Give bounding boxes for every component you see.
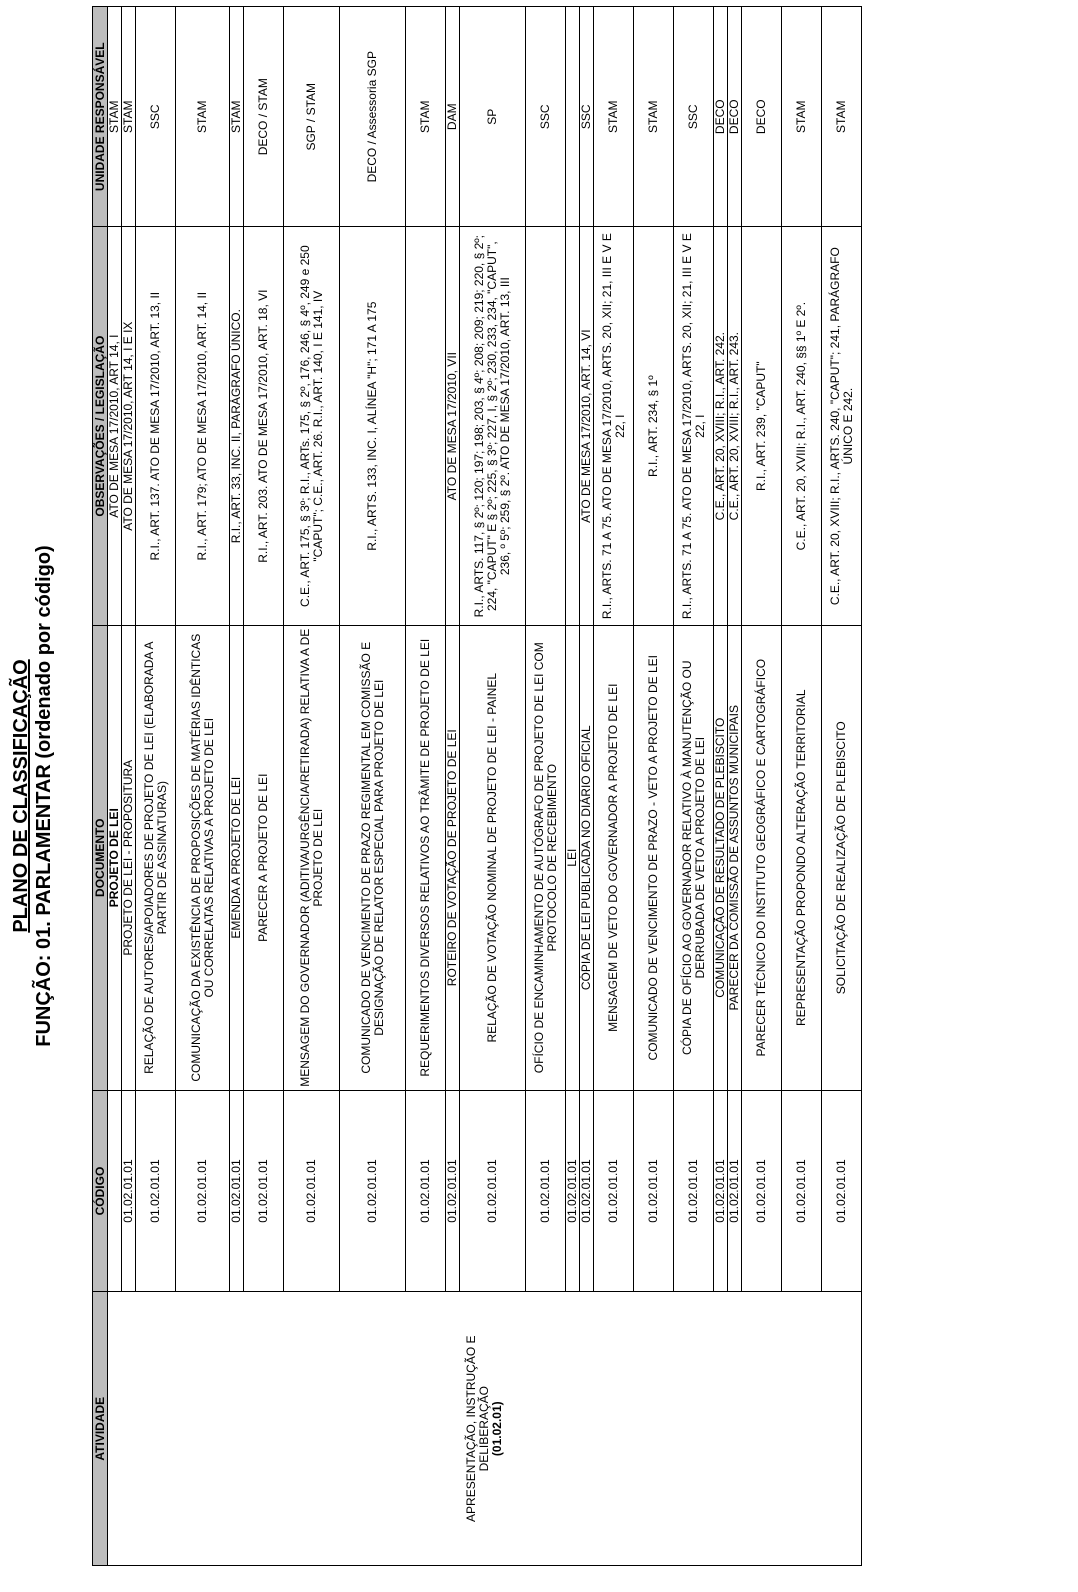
documento-cell: REPRESENTAÇÃO PROPONDO ALTERAÇÃO TERRITORIAL	[782, 625, 822, 1090]
codigo-cell: 01.02.01.01	[526, 1090, 566, 1292]
documento-cell: CÓPIA DE OFÍCIO AO GOVERNADOR RELATIVO À MANUTENÇÃO OU DERRUBADA DE VETO A PROJETO DE LEI	[674, 625, 714, 1090]
observacoes-cell: ATO DE MESA 17/2010, ART 14, I E IX	[122, 227, 136, 625]
classification-table	[92, 6, 862, 1566]
observacoes-cell: R.I., ART. 33, INC. II, PARÁGRAFO ÚNICO.	[230, 227, 244, 625]
observacoes-cell: R.I., ARTS. 71 A 75. ATO DE MESA 17/2010, ARTS. 20, XII; 21, III E V E 22, I	[674, 227, 714, 625]
page-title: PLANO DE CLASSIFICAÇÃO	[10, 659, 32, 933]
observacoes-cell: C.E., ART. 20, XVIII; R.I., ART. 242.	[714, 227, 728, 625]
table-row	[108, 7, 122, 1566]
codigo-cell: 01.02.01.01	[594, 1090, 634, 1292]
codigo-cell: 01.02.01.01	[782, 1090, 822, 1292]
header-documento: DOCUMENTO	[93, 625, 108, 1090]
activity-code: (01.02.01)	[490, 1401, 504, 1457]
documento-cell: LEI	[566, 625, 580, 1090]
documento-cell: MENSAGEM DE VETO DO GOVERNADOR A PROJETO DE LEI	[594, 625, 634, 1090]
codigo-cell: 01.02.01.01	[176, 1090, 230, 1292]
observacoes-cell: C.E., ART. 20, XVIII; R.I., ART. 243.	[728, 227, 742, 625]
codigo-cell: 01.02.01.01	[340, 1090, 406, 1292]
unidade-cell: STAM	[108, 7, 122, 227]
codigo-cell: 01.02.01.01	[728, 1090, 742, 1292]
unidade-cell: STAM	[634, 7, 674, 227]
codigo-cell	[108, 1090, 122, 1292]
unidade-cell: DECO	[728, 7, 742, 227]
unidade-cell: SSC	[136, 7, 176, 227]
documento-cell: PARECER TÉCNICO DO INSTITUTO GEOGRÁFICO E CARTOGRÁFICO	[742, 625, 782, 1090]
observacoes-cell: R.I., ARTS. 71 A 75. ATO DE MESA 17/2010, ARTS. 20, XII; 21, III E V E 22, I	[594, 227, 634, 625]
unidade-cell: DECO	[714, 7, 728, 227]
observacoes-cell	[566, 227, 580, 625]
documento-cell: CÓPIA DE LEI PUBLICADA NO DIÁRIO OFICIAL	[580, 625, 594, 1090]
codigo-cell: 01.02.01.01	[136, 1090, 176, 1292]
unidade-cell: DAM	[446, 7, 460, 227]
codigo-cell: 01.02.01.01	[580, 1090, 594, 1292]
unidade-cell: SGP / STAM	[284, 7, 340, 227]
documento-cell: COMUNICADO DE VENCIMENTO DE PRAZO - VETO A PROJETO DE LEI	[634, 625, 674, 1090]
documento-cell: MENSAGEM DO GOVERNADOR (ADITIVA/URGÊNCIA/RETIRADA) RELATIVA A DE PROJETO DE LEI	[284, 625, 340, 1090]
unidade-cell: STAM	[822, 7, 862, 227]
documento-cell: SOLICITAÇÃO DE REALIZAÇÃO DE PLEBISCITO	[822, 625, 862, 1090]
table-header-row	[93, 7, 108, 1566]
codigo-cell: 01.02.01.01	[406, 1090, 446, 1292]
unidade-cell: STAM	[122, 7, 136, 227]
documento-cell: COMUNICAÇÃO DE RESULTADO DE PLEBISCITO	[714, 625, 728, 1090]
observacoes-cell: C.E., ART. 20, XVIII; R.I., ART. 240, §§ 1º E 2º.	[782, 227, 822, 625]
page-subtitle: FUNÇÃO: 01. PARLAMENTAR (ordenado por código)	[33, 545, 55, 1047]
documento-cell: OFÍCIO DE ENCAMINHAMENTO DE AUTÓGRAFO DE PROJETO DE LEI COM PROTOCOLO DE RECEBIMENTO	[526, 625, 566, 1090]
unidade-cell: STAM	[176, 7, 230, 227]
codigo-cell: 01.02.01.01	[284, 1090, 340, 1292]
unidade-cell: STAM	[782, 7, 822, 227]
documento-cell: COMUNICAÇÃO DA EXISTÊNCIA DE PROPOSIÇÕES DE MATÉRIAS IDÊNTICAS OU CORRELATAS RELATIVAS A PROJETO DE LEI	[176, 625, 230, 1090]
observacoes-cell: R.I., ART. 203. ATO DE MESA 17/2010, ART. 18, VI	[244, 227, 284, 625]
observacoes-cell: ATO DE MESA 17/2010, ART. 14, VI	[580, 227, 594, 625]
documento-cell: REQUERIMENTOS DIVERSOS RELATIVOS AO TRÂMITE DE PROJETO DE LEI	[406, 625, 446, 1090]
header-atividade: ATIVIDADE	[93, 1292, 108, 1566]
unidade-cell: DECO	[742, 7, 782, 227]
header-unidade: UNIDADE RESPONSÁVEL	[93, 7, 108, 227]
unidade-cell: DECO / Assessoria SGP	[340, 7, 406, 227]
codigo-cell: 01.02.01.01	[566, 1090, 580, 1292]
documento-cell: COMUNICADO DE VENCIMENTO DE PRAZO REGIMENTAL EM COMISSÃO E DESIGNAÇÃO DE RELATOR ESPECIAL PARA PROJETO DE LEI	[340, 625, 406, 1090]
unidade-cell: SP	[460, 7, 526, 227]
unidade-cell: STAM	[230, 7, 244, 227]
codigo-cell: 01.02.01.01	[446, 1090, 460, 1292]
documento-cell: PARECER A PROJETO DE LEI	[244, 625, 284, 1090]
observacoes-cell: R.I., ARTS. 133, INC. I, ALÍNEA "H"; 171 A 175	[340, 227, 406, 625]
documento-cell: PROJETO DE LEI	[108, 625, 122, 1090]
codigo-cell: 01.02.01.01	[714, 1090, 728, 1292]
codigo-cell: 01.02.01.01	[674, 1090, 714, 1292]
unidade-cell: SSC	[674, 7, 714, 227]
activity-name: APRESENTAÇÃO, INSTRUÇÃO E DELIBERAÇÃO	[464, 1335, 491, 1522]
codigo-cell: 01.02.01.01	[122, 1090, 136, 1292]
observacoes-cell: ATO DE MESA 17/2010, ART 14, I	[108, 227, 122, 625]
codigo-cell: 01.02.01.01	[634, 1090, 674, 1292]
header-codigo: CÓDIGO	[93, 1090, 108, 1292]
codigo-cell: 01.02.01.01	[460, 1090, 526, 1292]
codigo-cell: 01.02.01.01	[822, 1090, 862, 1292]
unidade-cell: SSC	[580, 7, 594, 227]
codigo-cell: 01.02.01.01	[230, 1090, 244, 1292]
activity-cell	[108, 1292, 862, 1566]
observacoes-cell	[406, 227, 446, 625]
codigo-cell: 01.02.01.01	[742, 1090, 782, 1292]
observacoes-cell: ATO DE MESA 17/2010, VII	[446, 227, 460, 625]
unidade-cell: DECO / STAM	[244, 7, 284, 227]
observacoes-cell: R.I., ARTS. 117, § 2º; 120; 197; 198; 203, § 4º; 208; 209; 219; 220, § 2º; 224, "CAPUT" E § 2º; 225, § 3º; 227, I, § 2º; 230, 233, 234, "CAPUT", 236, º 5º; 259, § 2º. ATO DE MESA 17/2010, ART. 13, III	[460, 227, 526, 625]
observacoes-cell: R.I., ART. 239, "CAPUT"	[742, 227, 782, 625]
documento-cell: EMENDA A PROJETO DE LEI	[230, 625, 244, 1090]
documento-cell: RELAÇÃO DE VOTAÇÃO NOMINAL DE PROJETO DE LEI - PAINEL	[460, 625, 526, 1090]
documento-cell: PARECER DA COMISSÃO DE ASSUNTOS MUNICIPAIS	[728, 625, 742, 1090]
codigo-cell: 01.02.01.01	[244, 1090, 284, 1292]
title-block	[10, 0, 56, 1592]
unidade-cell	[566, 7, 580, 227]
unidade-cell: STAM	[594, 7, 634, 227]
observacoes-cell: R.I., ART. 137. ATO DE MESA 17/2010, ART. 13, II	[136, 227, 176, 625]
observacoes-cell	[526, 227, 566, 625]
observacoes-cell: C.E., ART. 20, XVIII; R.I., ARTS. 240, "CAPUT"; 241, PARÁGRAFO ÚNICO E 242.	[822, 227, 862, 625]
unidade-cell: SSC	[526, 7, 566, 227]
header-observacoes: OBSERVAÇÕES / LEGISLAÇÃO	[93, 227, 108, 625]
table-body	[108, 7, 862, 1566]
documento-cell: RELAÇÃO DE AUTORES/APOIADORES DE PROJETO DE LEI (ELABORADA A PARTIR DE ASSINATURAS)	[136, 625, 176, 1090]
unidade-cell: STAM	[406, 7, 446, 227]
observacoes-cell: R.I., ART. 234, § 1º	[634, 227, 674, 625]
documento-cell: ROTEIRO DE VOTAÇÃO DE PROJETO DE LEI	[446, 625, 460, 1090]
observacoes-cell: C.E., ART. 175, § 3º; R.I., ARTs. 175, § 2º, 176, 246, § 4º, 249 e 250 "CAPUT"; C.E., ART. 26. R.I., ART. 140, I E 141, IV	[284, 227, 340, 625]
documento-cell: PROJETO DE LEI - PROPOSITURA	[122, 625, 136, 1090]
observacoes-cell: R.I., ART. 179; ATO DE MESA 17/2010, ART. 14, II	[176, 227, 230, 625]
